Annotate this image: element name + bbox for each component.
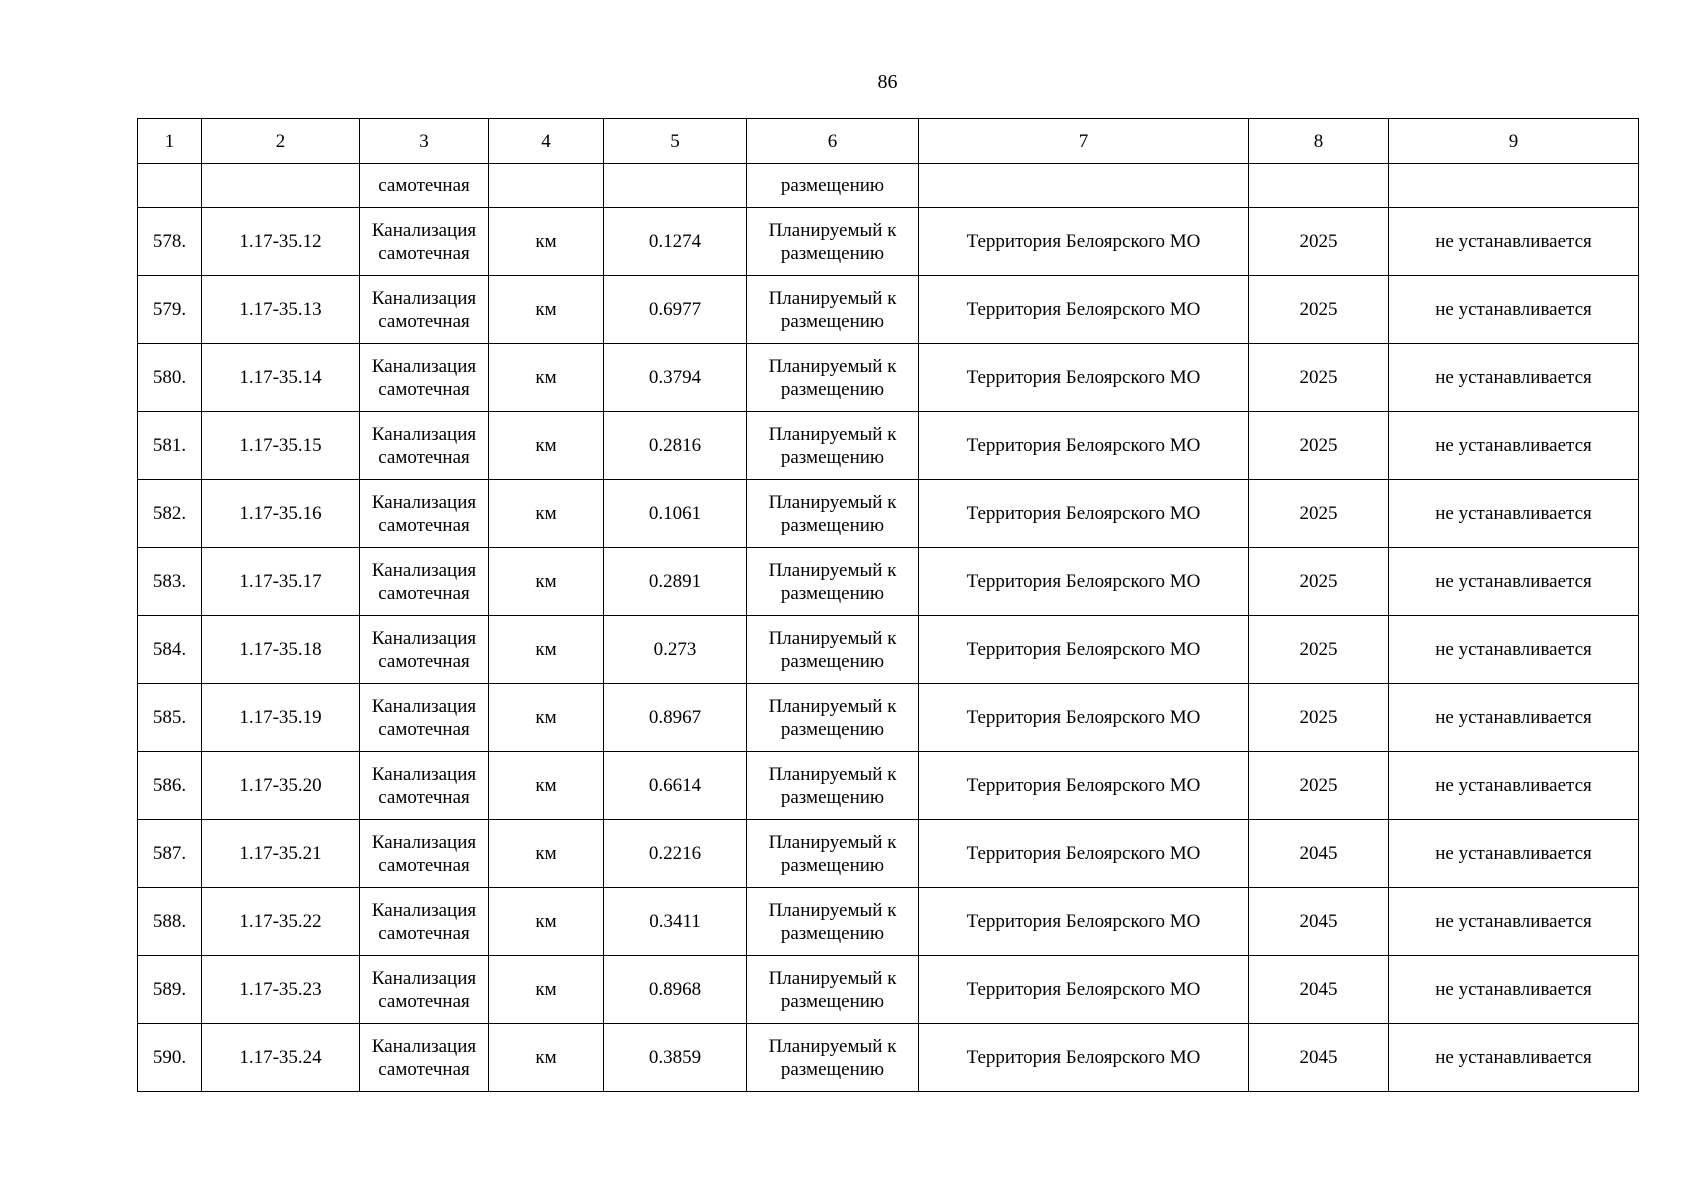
cell-object-code: 1.17-35.19 <box>202 684 360 752</box>
header-row <box>138 119 1639 164</box>
cell-year: 2025 <box>1249 752 1389 820</box>
cell-location: Территория Белоярского МО <box>919 616 1249 684</box>
cell-year <box>1249 164 1389 208</box>
cell-restriction-zone: не устанавливается <box>1389 208 1639 276</box>
cell-status: Планируемый к размещению <box>747 412 919 480</box>
cell-location: Территория Белоярского МО <box>919 412 1249 480</box>
cell-row-number: 588. <box>138 888 202 956</box>
table-row <box>138 548 1639 616</box>
cell-unit <box>489 164 604 208</box>
table-row <box>138 164 1639 208</box>
cell-length: 0.6614 <box>604 752 747 820</box>
cell-restriction-zone: не устанавливается <box>1389 1024 1639 1092</box>
cell-length: 0.273 <box>604 616 747 684</box>
table-row <box>138 820 1639 888</box>
cell-object-name: Канализация самотечная <box>360 480 489 548</box>
cell-status: Планируемый к размещению <box>747 684 919 752</box>
cell-status: Планируемый к размещению <box>747 752 919 820</box>
cell-restriction-zone: не устанавливается <box>1389 344 1639 412</box>
cell-location: Территория Белоярского МО <box>919 752 1249 820</box>
cell-location: Территория Белоярского МО <box>919 956 1249 1024</box>
cell-location: Территория Белоярского МО <box>919 276 1249 344</box>
table-row <box>138 480 1639 548</box>
cell-location: Территория Белоярского МО <box>919 1024 1249 1092</box>
cell-location: Территория Белоярского МО <box>919 820 1249 888</box>
cell-object-name: Канализация самотечная <box>360 412 489 480</box>
cell-object-code <box>202 164 360 208</box>
cell-unit: км <box>489 1024 604 1092</box>
cell-restriction-zone: не устанавливается <box>1389 412 1639 480</box>
table-row <box>138 752 1639 820</box>
cell-year: 2025 <box>1249 412 1389 480</box>
cell-row-number: 589. <box>138 956 202 1024</box>
cell-restriction-zone <box>1389 164 1639 208</box>
cell-length: 0.8968 <box>604 956 747 1024</box>
cell-object-name: Канализация самотечная <box>360 276 489 344</box>
cell-unit: км <box>489 616 604 684</box>
table-row <box>138 344 1639 412</box>
cell-object-code: 1.17-35.21 <box>202 820 360 888</box>
cell-unit: км <box>489 820 604 888</box>
cell-length: 0.6977 <box>604 276 747 344</box>
cell-unit: км <box>489 480 604 548</box>
table-row <box>138 888 1639 956</box>
cell-length: 0.3794 <box>604 344 747 412</box>
cell-length: 0.1274 <box>604 208 747 276</box>
cell-unit: км <box>489 276 604 344</box>
cell-object-code: 2 <box>202 119 360 164</box>
cell-object-name: самотечная <box>360 164 489 208</box>
cell-object-name: Канализация самотечная <box>360 344 489 412</box>
cell-status: Планируемый к размещению <box>747 276 919 344</box>
cell-length <box>604 164 747 208</box>
cell-row-number: 585. <box>138 684 202 752</box>
cell-object-name: Канализация самотечная <box>360 752 489 820</box>
cell-length: 0.2816 <box>604 412 747 480</box>
cell-restriction-zone: не устанавливается <box>1389 480 1639 548</box>
cell-location: 7 <box>919 119 1249 164</box>
cell-row-number: 579. <box>138 276 202 344</box>
cell-restriction-zone: не устанавливается <box>1389 752 1639 820</box>
cell-status: Планируемый к размещению <box>747 480 919 548</box>
cell-unit: км <box>489 412 604 480</box>
cell-restriction-zone: 9 <box>1389 119 1639 164</box>
cell-status: Планируемый к размещению <box>747 616 919 684</box>
cell-length: 0.2216 <box>604 820 747 888</box>
cell-status: Планируемый к размещению <box>747 548 919 616</box>
cell-row-number: 580. <box>138 344 202 412</box>
cell-year: 2025 <box>1249 548 1389 616</box>
cell-location: Территория Белоярского МО <box>919 684 1249 752</box>
cell-year: 2045 <box>1249 820 1389 888</box>
cell-year: 2045 <box>1249 888 1389 956</box>
cell-object-code: 1.17-35.23 <box>202 956 360 1024</box>
cell-unit: км <box>489 956 604 1024</box>
cell-length: 0.1061 <box>604 480 747 548</box>
cell-object-code: 1.17-35.14 <box>202 344 360 412</box>
cell-status: 6 <box>747 119 919 164</box>
cell-year: 2025 <box>1249 616 1389 684</box>
cell-status: Планируемый к размещению <box>747 956 919 1024</box>
cell-row-number: 586. <box>138 752 202 820</box>
cell-restriction-zone: не устанавливается <box>1389 616 1639 684</box>
cell-status: Планируемый к размещению <box>747 820 919 888</box>
cell-year: 2025 <box>1249 684 1389 752</box>
cell-location: Территория Белоярского МО <box>919 344 1249 412</box>
cell-unit: км <box>489 752 604 820</box>
cell-object-code: 1.17-35.15 <box>202 412 360 480</box>
cell-object-name: Канализация самотечная <box>360 888 489 956</box>
cell-length: 5 <box>604 119 747 164</box>
cell-unit: км <box>489 888 604 956</box>
cell-unit: км <box>489 684 604 752</box>
cell-object-code: 1.17-35.24 <box>202 1024 360 1092</box>
table-row <box>138 276 1639 344</box>
cell-unit: км <box>489 208 604 276</box>
cell-row-number <box>138 164 202 208</box>
cell-status: Планируемый к размещению <box>747 888 919 956</box>
cell-unit: км <box>489 548 604 616</box>
cell-length: 0.3411 <box>604 888 747 956</box>
cell-location: Территория Белоярского МО <box>919 888 1249 956</box>
cell-location: Территория Белоярского МО <box>919 548 1249 616</box>
cell-unit: км <box>489 344 604 412</box>
cell-year: 2025 <box>1249 344 1389 412</box>
cell-row-number: 582. <box>138 480 202 548</box>
cell-location: Территория Белоярского МО <box>919 208 1249 276</box>
cell-object-name: Канализация самотечная <box>360 208 489 276</box>
table-row <box>138 684 1639 752</box>
cell-object-code: 1.17-35.20 <box>202 752 360 820</box>
cell-status: Планируемый к размещению <box>747 344 919 412</box>
cell-object-code: 1.17-35.17 <box>202 548 360 616</box>
cell-status: размещению <box>747 164 919 208</box>
cell-object-name: Канализация самотечная <box>360 820 489 888</box>
cell-object-name: Канализация самотечная <box>360 1024 489 1092</box>
cell-object-name: Канализация самотечная <box>360 684 489 752</box>
cell-object-name: Канализация самотечная <box>360 548 489 616</box>
cell-restriction-zone: не устанавливается <box>1389 956 1639 1024</box>
table-row <box>138 616 1639 684</box>
cell-length: 0.2891 <box>604 548 747 616</box>
cell-row-number: 590. <box>138 1024 202 1092</box>
table-row <box>138 1024 1639 1092</box>
cell-status: Планируемый к размещению <box>747 208 919 276</box>
cell-row-number: 583. <box>138 548 202 616</box>
table-row <box>138 956 1639 1024</box>
cell-year: 2025 <box>1249 276 1389 344</box>
cell-row-number: 587. <box>138 820 202 888</box>
cell-row-number: 578. <box>138 208 202 276</box>
cell-object-name: Канализация самотечная <box>360 616 489 684</box>
cell-unit: 4 <box>489 119 604 164</box>
cell-restriction-zone: не устанавливается <box>1389 548 1639 616</box>
cell-object-name: Канализация самотечная <box>360 956 489 1024</box>
table-body <box>138 119 1639 1092</box>
cell-restriction-zone: не устанавливается <box>1389 276 1639 344</box>
page-number: 86 <box>877 71 898 93</box>
cell-status: Планируемый к размещению <box>747 1024 919 1092</box>
cell-restriction-zone: не устанавливается <box>1389 820 1639 888</box>
cell-restriction-zone: не устанавливается <box>1389 684 1639 752</box>
cell-location: Территория Белоярского МО <box>919 480 1249 548</box>
data-table <box>137 118 1639 1092</box>
cell-row-number: 1 <box>138 119 202 164</box>
cell-object-code: 1.17-35.18 <box>202 616 360 684</box>
cell-object-name: 3 <box>360 119 489 164</box>
cell-year: 2045 <box>1249 1024 1389 1092</box>
table-row <box>138 412 1639 480</box>
cell-length: 0.8967 <box>604 684 747 752</box>
cell-year: 2025 <box>1249 480 1389 548</box>
cell-year: 2045 <box>1249 956 1389 1024</box>
cell-year: 8 <box>1249 119 1389 164</box>
cell-object-code: 1.17-35.13 <box>202 276 360 344</box>
cell-object-code: 1.17-35.12 <box>202 208 360 276</box>
cell-year: 2025 <box>1249 208 1389 276</box>
cell-length: 0.3859 <box>604 1024 747 1092</box>
cell-restriction-zone: не устанавливается <box>1389 888 1639 956</box>
table-row <box>138 208 1639 276</box>
cell-row-number: 584. <box>138 616 202 684</box>
cell-row-number: 581. <box>138 412 202 480</box>
cell-object-code: 1.17-35.16 <box>202 480 360 548</box>
cell-object-code: 1.17-35.22 <box>202 888 360 956</box>
cell-location <box>919 164 1249 208</box>
